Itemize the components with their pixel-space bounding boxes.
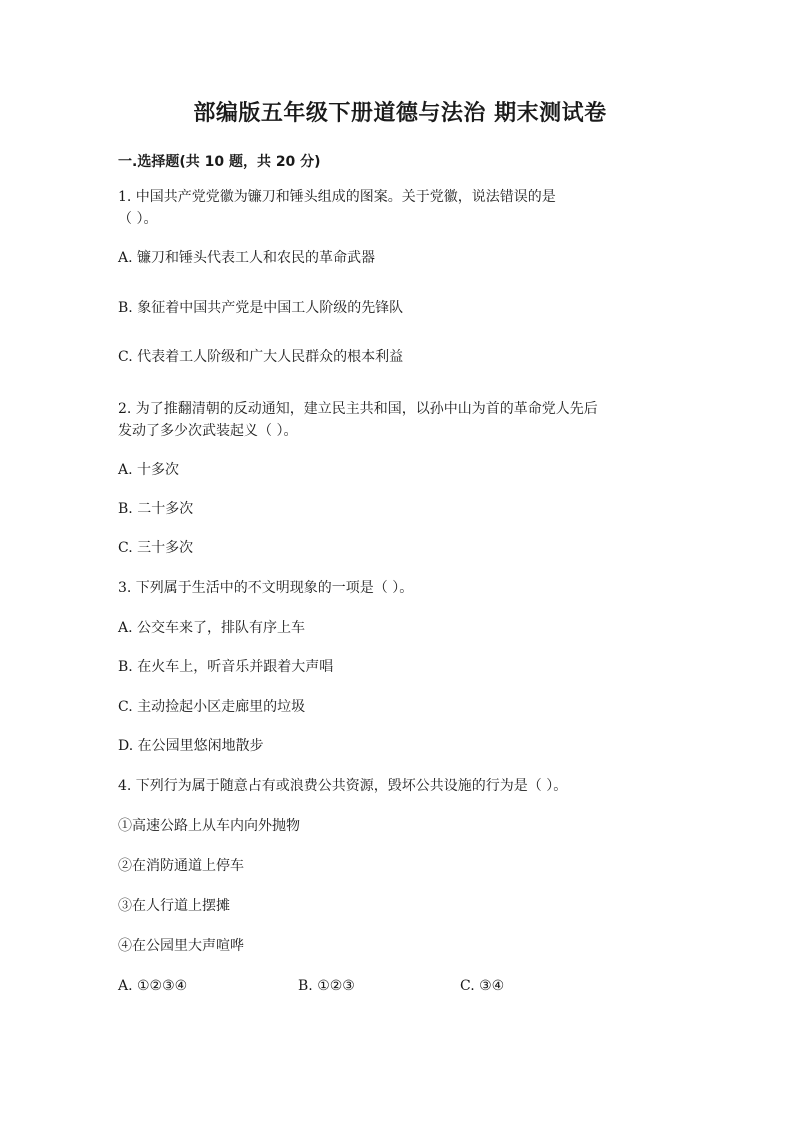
question-4-item-2: ②在消防通道上停车: [118, 858, 244, 874]
question-3-stem: 3. 下列属于生活中的不文明现象的一项是（ ）。: [118, 580, 414, 596]
question-3-option-b: B. 在火车上，听音乐并跟着大声唱: [118, 659, 334, 675]
question-1-stem-line-2: （ ）。: [118, 211, 158, 227]
question-4-item-1: ①高速公路上从车内向外抛物: [118, 818, 300, 834]
question-1-option-a: A. 镰刀和锤头代表工人和农民的革命武器: [118, 250, 376, 266]
question-2-option-b: B. 二十多次: [118, 501, 194, 517]
question-1-option-b: B. 象征着中国共产党是中国工人阶级的先锋队: [118, 300, 404, 316]
question-2-option-c: C. 三十多次: [118, 540, 194, 556]
question-4-option-b: B. ①②③: [298, 978, 355, 994]
question-2-option-a: A. 十多次: [118, 462, 180, 478]
question-4-item-3: ③在人行道上摆摊: [118, 898, 230, 914]
question-3-option-c: C. 主动捡起小区走廊里的垃圾: [118, 699, 306, 715]
question-1-option-c: C. 代表着工人阶级和广大人民群众的根本利益: [118, 349, 404, 365]
question-4-stem: 4. 下列行为属于随意占有或浪费公共资源，毁坏公共设施的行为是（ ）。: [118, 778, 568, 794]
question-2-stem-line-1: 2. 为了推翻清朝的反动通知，建立民主共和国，以孙中山为首的革命党人先后: [118, 401, 598, 417]
exam-title: 部编版五年级下册道德与法治 期末测试卷: [193, 101, 607, 126]
question-4-option-a: A. ①②③④: [118, 978, 188, 994]
question-4-option-c: C. ③④: [460, 978, 505, 994]
question-1-stem-line-1: 1. 中国共产党党徽为镰刀和锤头组成的图案。关于党徽，说法错误的是: [118, 189, 556, 205]
question-2-stem-line-2: 发动了多少次武装起义（ ）。: [118, 423, 298, 439]
question-4-item-4: ④在公园里大声喧哗: [118, 938, 244, 954]
section-header: 一.选择题(共 10 题，共 20 分): [118, 154, 321, 170]
question-3-option-a: A. 公交车来了，排队有序上车: [118, 620, 306, 636]
question-3-option-d: D. 在公园里悠闲地散步: [118, 738, 264, 754]
